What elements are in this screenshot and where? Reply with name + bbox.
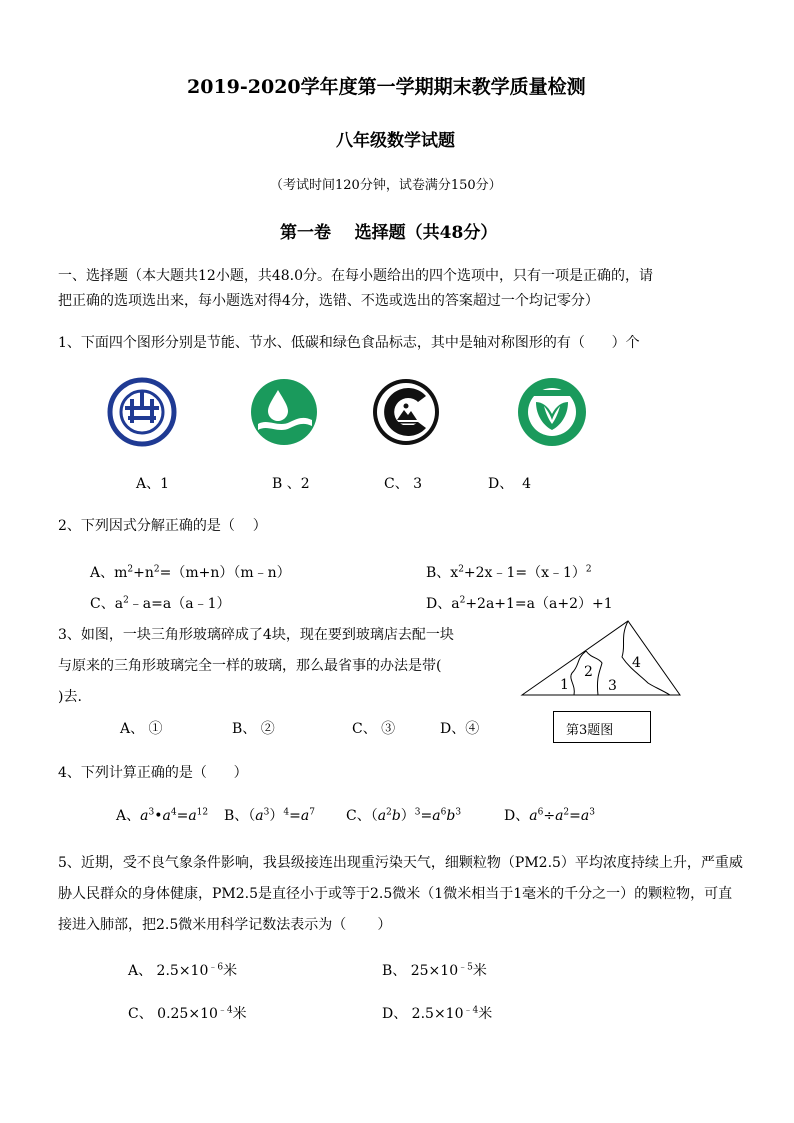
question-5-option-b: B、 $25\times 10^{﹣5}$米 [382, 962, 487, 979]
question-2-option-d: D、$a^2+2a+1=a(a+2)+1$ [426, 595, 613, 612]
section-intro-line1: 一、选择题（本大题共12小题，共48.0分。在每小题给出的四个选项中，只有一项是正确的，请 [58, 268, 653, 284]
figure-caption: 第3题图 [566, 723, 614, 738]
question-5-option-d: D、 $2.5\times 10^{﹣4}$米 [382, 1005, 493, 1022]
question-5-line3: 接进入肺部，把2.5微米用科学记数法表示为（ ） [58, 917, 392, 933]
question-4-option-b: B、$(a^3)^4=a^7$ [224, 807, 315, 824]
question-4-option-d: D、$a^6\div a^2=a^3$ [504, 807, 595, 824]
green-food-logo-icon [516, 376, 588, 448]
question-3-option-a: A、 ① [120, 721, 163, 737]
question-3-option-d: D、④ [440, 721, 480, 737]
question-3-option-c: C、 ③ [352, 721, 396, 737]
volume-heading: 第一卷 选择题（共48分） [280, 223, 498, 243]
section-intro-line2: 把正确的选项选出来，每小题选对得4分，选错、不选或选出的答案超过一个均记零分） [58, 293, 599, 309]
figure-caption-box [553, 711, 651, 743]
broken-triangle-figure [520, 615, 684, 699]
question-4-option-c: C、$(a^2b)^3=a^6b^3$ [346, 807, 462, 824]
question-4-option-a: A、$a^3•a^4=a^{12}$ [116, 807, 209, 824]
question-3-option-b: B、 ② [232, 721, 275, 737]
question-1-option-c: C、 3 [384, 476, 423, 492]
water-saving-logo-icon [248, 376, 320, 448]
low-carbon-logo-icon [370, 376, 442, 448]
energy-saving-logo-icon [106, 376, 178, 448]
question-3-line1: 3、如图，一块三角形玻璃碎成了4块，现在要到玻璃店去配一块 [58, 627, 454, 643]
question-2-option-c: C、$a^2﹣a=a(a﹣1)$ [90, 595, 231, 612]
question-1-option-a: A、1 [136, 476, 170, 492]
question-1-option-b: B 、2 [272, 476, 310, 492]
question-4-stem: 4、下列计算正确的是（ ） [58, 765, 248, 781]
page-title: 2019-2020学年度第一学期期末教学质量检测 [187, 76, 586, 98]
figure-label-2: 2 [584, 664, 593, 680]
question-3-line3: )去. [58, 689, 82, 705]
question-5-line2: 胁人民群众的身体健康，PM2.5是直径小于或等于2.5微米（1微米相当于1毫米的千分之一）的颗粒物，可直 [58, 886, 733, 902]
question-1-stem: 1、下面四个图形分别是节能、节水、低碳和绿色食品标志，其中是轴对称图形的有（ ）个 [58, 335, 640, 351]
question-5-line1: 5、近期，受不良气象条件影响，我县级接连出现重污染天气，细颗粒物（PM2.5）平均浓度持续上升，严重威 [58, 855, 743, 871]
figure-label-1: 1 [560, 677, 569, 693]
question-3-line2: 与原来的三角形玻璃完全一样的玻璃，那么最省事的办法是带( [58, 658, 442, 674]
page-subtitle: 八年级数学试题 [336, 131, 455, 151]
question-2-option-b: B、$x^2+2x﹣1=(x﹣1)^2$ [426, 564, 592, 581]
question-1-option-d: D、 4 [488, 476, 532, 492]
question-2-stem: 2、下列因式分解正确的是（ ） [58, 518, 267, 534]
figure-label-4: 4 [632, 655, 641, 671]
question-2-option-a: A、$m^2+n^2=(m+n)(m﹣n)$ [90, 564, 291, 581]
question-5-option-a: A、 $2.5\times 10^{﹣6}$米 [128, 962, 238, 979]
figure-label-3: 3 [608, 678, 617, 694]
exam-info: （考试时间120分钟，试卷满分150分） [270, 178, 502, 193]
question-5-option-c: C、 $0.25\times 10^{﹣4}$米 [128, 1005, 247, 1022]
